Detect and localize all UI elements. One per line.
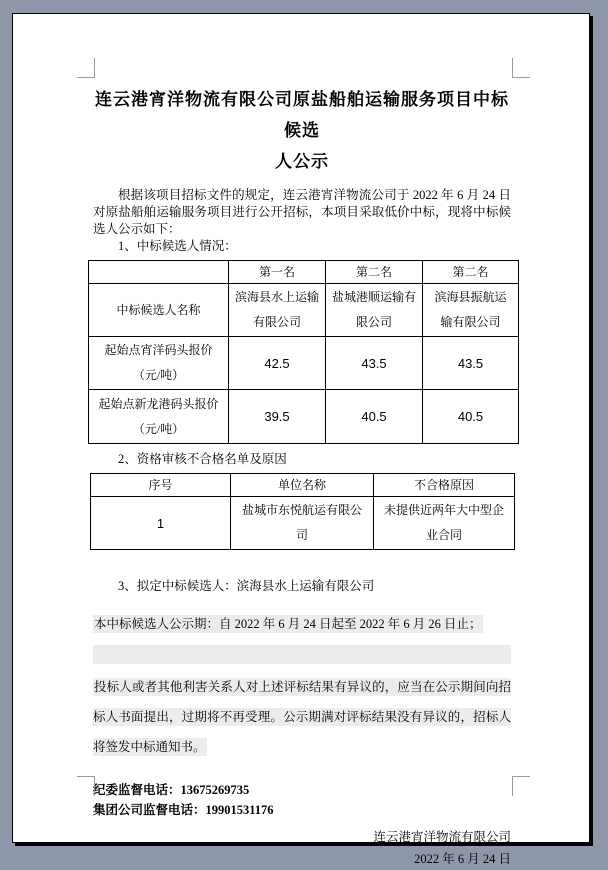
table-header-cell-empty [89,261,229,284]
row-label-cell: 起始点新龙港码头报价（元/吨） [89,390,229,444]
contact-block [93,780,511,820]
section3-heading: 3、拟定中标候选人：滨海县水上运输有限公司 [118,579,375,593]
publicity-period-line [93,614,511,634]
table-row-disqualified [91,497,515,550]
highlighted-blank-line [93,645,511,664]
publicity-period-text: 本中标候选人公示期：自 2022 年 6 月 24 日起至 2022 年 6 月 26 日止； [94,617,482,631]
row-label-cell: 起始点宵洋码头报价（元/吨） [89,337,229,390]
document-title-line1: 连云港宵洋物流有限公司原盐船舶运输服务项目中标候选 [95,90,509,140]
signature-date: 2022 年 6 月 24 日 [414,852,511,866]
margin-crop-mark-top-left [77,58,95,78]
table-header-cell-reason: 不合格原因 [374,474,515,497]
price-cell: 43.5 [326,337,423,390]
bid-candidates-table [88,260,519,444]
section2-heading: 2、资格审核不合格名单及原因 [118,452,287,466]
table-header-cell-first: 第一名 [229,261,326,284]
document-page [12,13,590,866]
price-cell: 43.5 [423,337,519,390]
price-cell: 40.5 [326,390,423,444]
signature-block [93,826,511,870]
row-number-cell: 1 [91,497,231,550]
reason-cell: 未提供近两年大中型企业合同 [374,497,515,550]
margin-crop-mark-top-right [512,58,530,78]
margin-crop-mark-bottom-right [512,776,530,796]
table-row-candidate-names [89,284,519,337]
discipline-supervision-phone: 纪委监督电话：13675269735 [93,783,250,797]
company-cell: 盐城市东悦航运有限公司 [231,497,374,550]
table-header-row [91,474,515,497]
table-header-row [89,261,519,284]
table-row-xinlonggang-price [89,390,519,444]
table-header-cell-third: 第二名 [423,261,519,284]
table-header-cell-number: 序号 [91,474,231,497]
candidate-cell: 盐城港顺运输有限公司 [326,284,423,337]
group-supervision-phone: 集团公司监督电话：19901531176 [93,803,274,817]
table-row-xiaoyang-price [89,337,519,390]
price-cell: 42.5 [229,337,326,390]
candidate-cell: 滨海县振航运输有限公司 [423,284,519,337]
signature-company: 连云港宵洋物流有限公司 [373,830,511,844]
disqualified-bidders-table [90,473,515,550]
price-cell: 40.5 [423,390,519,444]
section1-heading: 1、中标候选人情况： [118,239,237,253]
objection-paragraph [93,672,511,762]
candidate-cell: 滨海县水上运输有限公司 [229,284,326,337]
document-title [93,84,511,177]
price-cell: 39.5 [229,390,326,444]
intro-paragraph: 根据该项目招标文件的规定，连云港宵洋物流公司于 2022 年 6 月 24 日对原盐船舶运输服务项目进行公开招标，本项目采取低价中标，现将中标候选人公示如下： [93,188,511,236]
table-header-cell-second: 第二名 [326,261,423,284]
document-title-line2: 人公示 [275,152,329,171]
table-header-cell-company: 单位名称 [231,474,374,497]
row-label-cell: 中标候选人名称 [89,284,229,337]
margin-crop-mark-bottom-left [77,776,95,796]
objection-text: 投标人或者其他利害关系人对上述评标结果有异议的，应当在公示期间向招标人书面提出，过期将不再受理。公示期满对评标结果没有异议的，招标人将签发中标通知书。 [93,680,511,754]
